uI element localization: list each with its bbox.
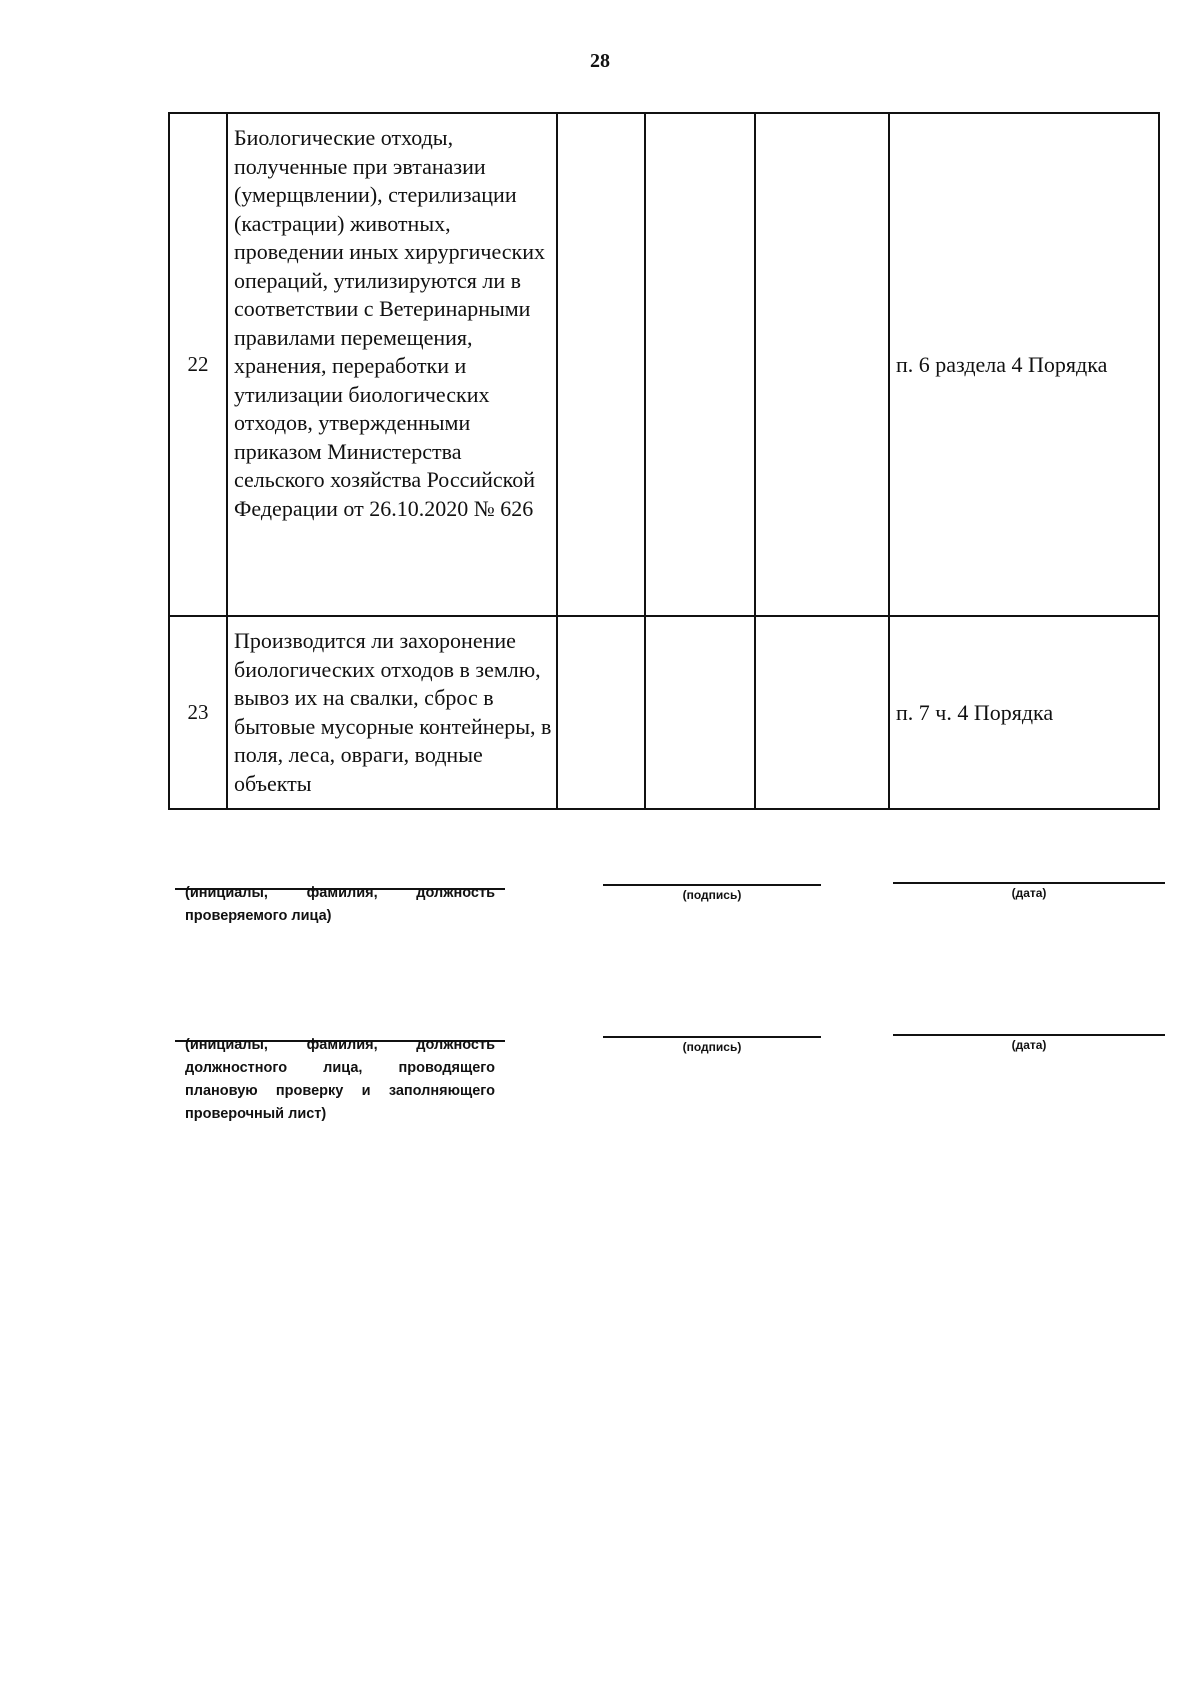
empty-cell	[755, 113, 889, 616]
row-number: 23	[169, 616, 227, 809]
page-number: 28	[590, 50, 610, 72]
empty-cell	[645, 113, 755, 616]
reference-text: п. 6 раздела 4 Порядка	[889, 113, 1159, 616]
empty-cell	[557, 113, 645, 616]
checklist-table	[168, 112, 1160, 810]
empty-cell	[645, 616, 755, 809]
signature-caption: (подпись)	[682, 888, 742, 902]
caption-first-line: (инициалы, фамилия, должность	[185, 1037, 495, 1053]
caption-rest: должностного лица, проводящего плановую проверку и заполняющего проверочный лист)	[185, 1060, 495, 1122]
question-text: Производится ли захоронение биологических отходов в землю, вывоз их на свалки, сброс в бытовые мусорные контейнеры, в поля, леса, овраги, водные объекты	[227, 616, 557, 809]
empty-cell	[755, 616, 889, 809]
inspected-person-caption	[185, 882, 495, 928]
date-caption: (дата)	[1011, 886, 1047, 900]
table-row	[169, 113, 1159, 616]
row-number: 22	[169, 113, 227, 616]
signature-caption: (подпись)	[682, 1040, 742, 1054]
reference-text: п. 7 ч. 4 Порядка	[889, 616, 1159, 809]
caption-rest: проверяемого лица)	[185, 908, 332, 924]
question-text: Биологические отходы, полученные при эвтаназии (умерщвлении), стерилизации (кастрации) животных, проведении иных хирургических операций, утилизируются ли в соответствии с Ветеринарными правилами перемещения, хранения, переработки и утилизации биологических отходов, утвержденными приказом Министерства сельского хозяйства Российской Федерации от 26.10.2020 № 626	[227, 113, 557, 616]
caption-first-line: (инициалы, фамилия, должность	[185, 885, 495, 901]
table-row	[169, 616, 1159, 809]
date-line	[893, 882, 1165, 884]
date-caption: (дата)	[1011, 1038, 1047, 1052]
signature-line	[603, 1036, 821, 1038]
date-line	[893, 1034, 1165, 1036]
signature-line	[603, 884, 821, 886]
empty-cell	[557, 616, 645, 809]
official-caption	[185, 1034, 495, 1126]
